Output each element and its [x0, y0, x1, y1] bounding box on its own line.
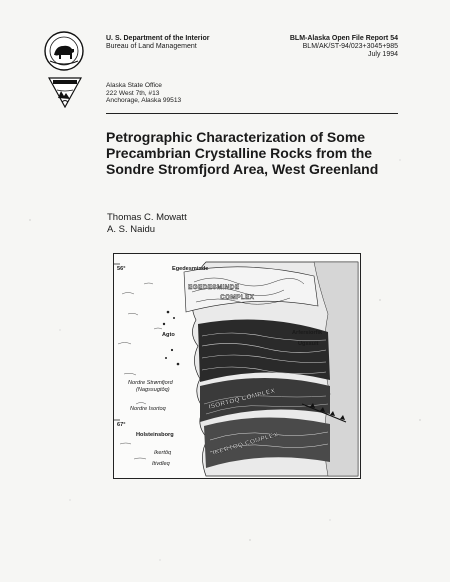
doi-seal-icon [44, 31, 84, 71]
author-list [107, 212, 187, 236]
report-series: BLM-Alaska Open File Report 54 [289, 35, 398, 42]
author-1: Thomas C. Mowatt [107, 212, 187, 223]
header-divider [106, 113, 398, 114]
geologic-map [113, 253, 361, 479]
bureau-name: Bureau of Land Management [106, 43, 197, 50]
latitude-label-top: 56° [117, 266, 126, 272]
department-name: U. S. Department of the Interior [106, 35, 210, 42]
report-date: July 1994 [368, 51, 398, 58]
place-nordre-stromfjord: Nordre Strømfjord [128, 380, 173, 386]
agency-block [106, 35, 209, 51]
office-name: Alaska State Office [106, 82, 162, 89]
place-ikertoq: Ikertôq [154, 450, 172, 456]
label-ikertoq-complex: IKERTOQ COMPLEX [212, 431, 280, 457]
report-id-block [290, 35, 398, 59]
report-number: BLM/AK/ST-94/023+3045+985 [302, 43, 398, 50]
place-ugssuit: Ugssuit [298, 341, 319, 347]
title-line-2: Precambrian Crystalline Rocks from the [106, 145, 373, 161]
office-address [106, 82, 181, 105]
label-isortoq-complex: ISORTOQ COMPLEX [208, 387, 276, 411]
report-title [106, 129, 406, 177]
title-line-1: Petrographic Characterization of Some [106, 129, 366, 145]
blm-logo-icon [48, 76, 82, 108]
office-street: 222 West 7th, #13 [106, 89, 160, 97]
place-egedesminde: Egedesminde [172, 266, 209, 272]
title-line-3: Sondre Stromfjord Area, West Greenland [106, 161, 379, 177]
place-itivdleq: Itivdleq [152, 461, 170, 467]
place-agto: Agto [162, 332, 175, 338]
latitude-label-bottom: 67° [117, 422, 126, 428]
place-arfersiorfik: Arfersiorfik [292, 330, 323, 336]
place-nordre-isortoq: Nordre Isortoq [130, 406, 166, 412]
office-city: Anchorage, Alaska 99513 [106, 97, 182, 105]
place-nagssugtoq: (Nagssugtôq) [136, 387, 170, 393]
author-2: A. S. Naidu [107, 224, 156, 235]
label-egedesminde-complex-word: COMPLEX [220, 294, 255, 301]
label-egedesminde-complex: EGEDESMINDE [188, 284, 240, 291]
place-holsteinsborg: Holsteinsborg [136, 432, 174, 438]
